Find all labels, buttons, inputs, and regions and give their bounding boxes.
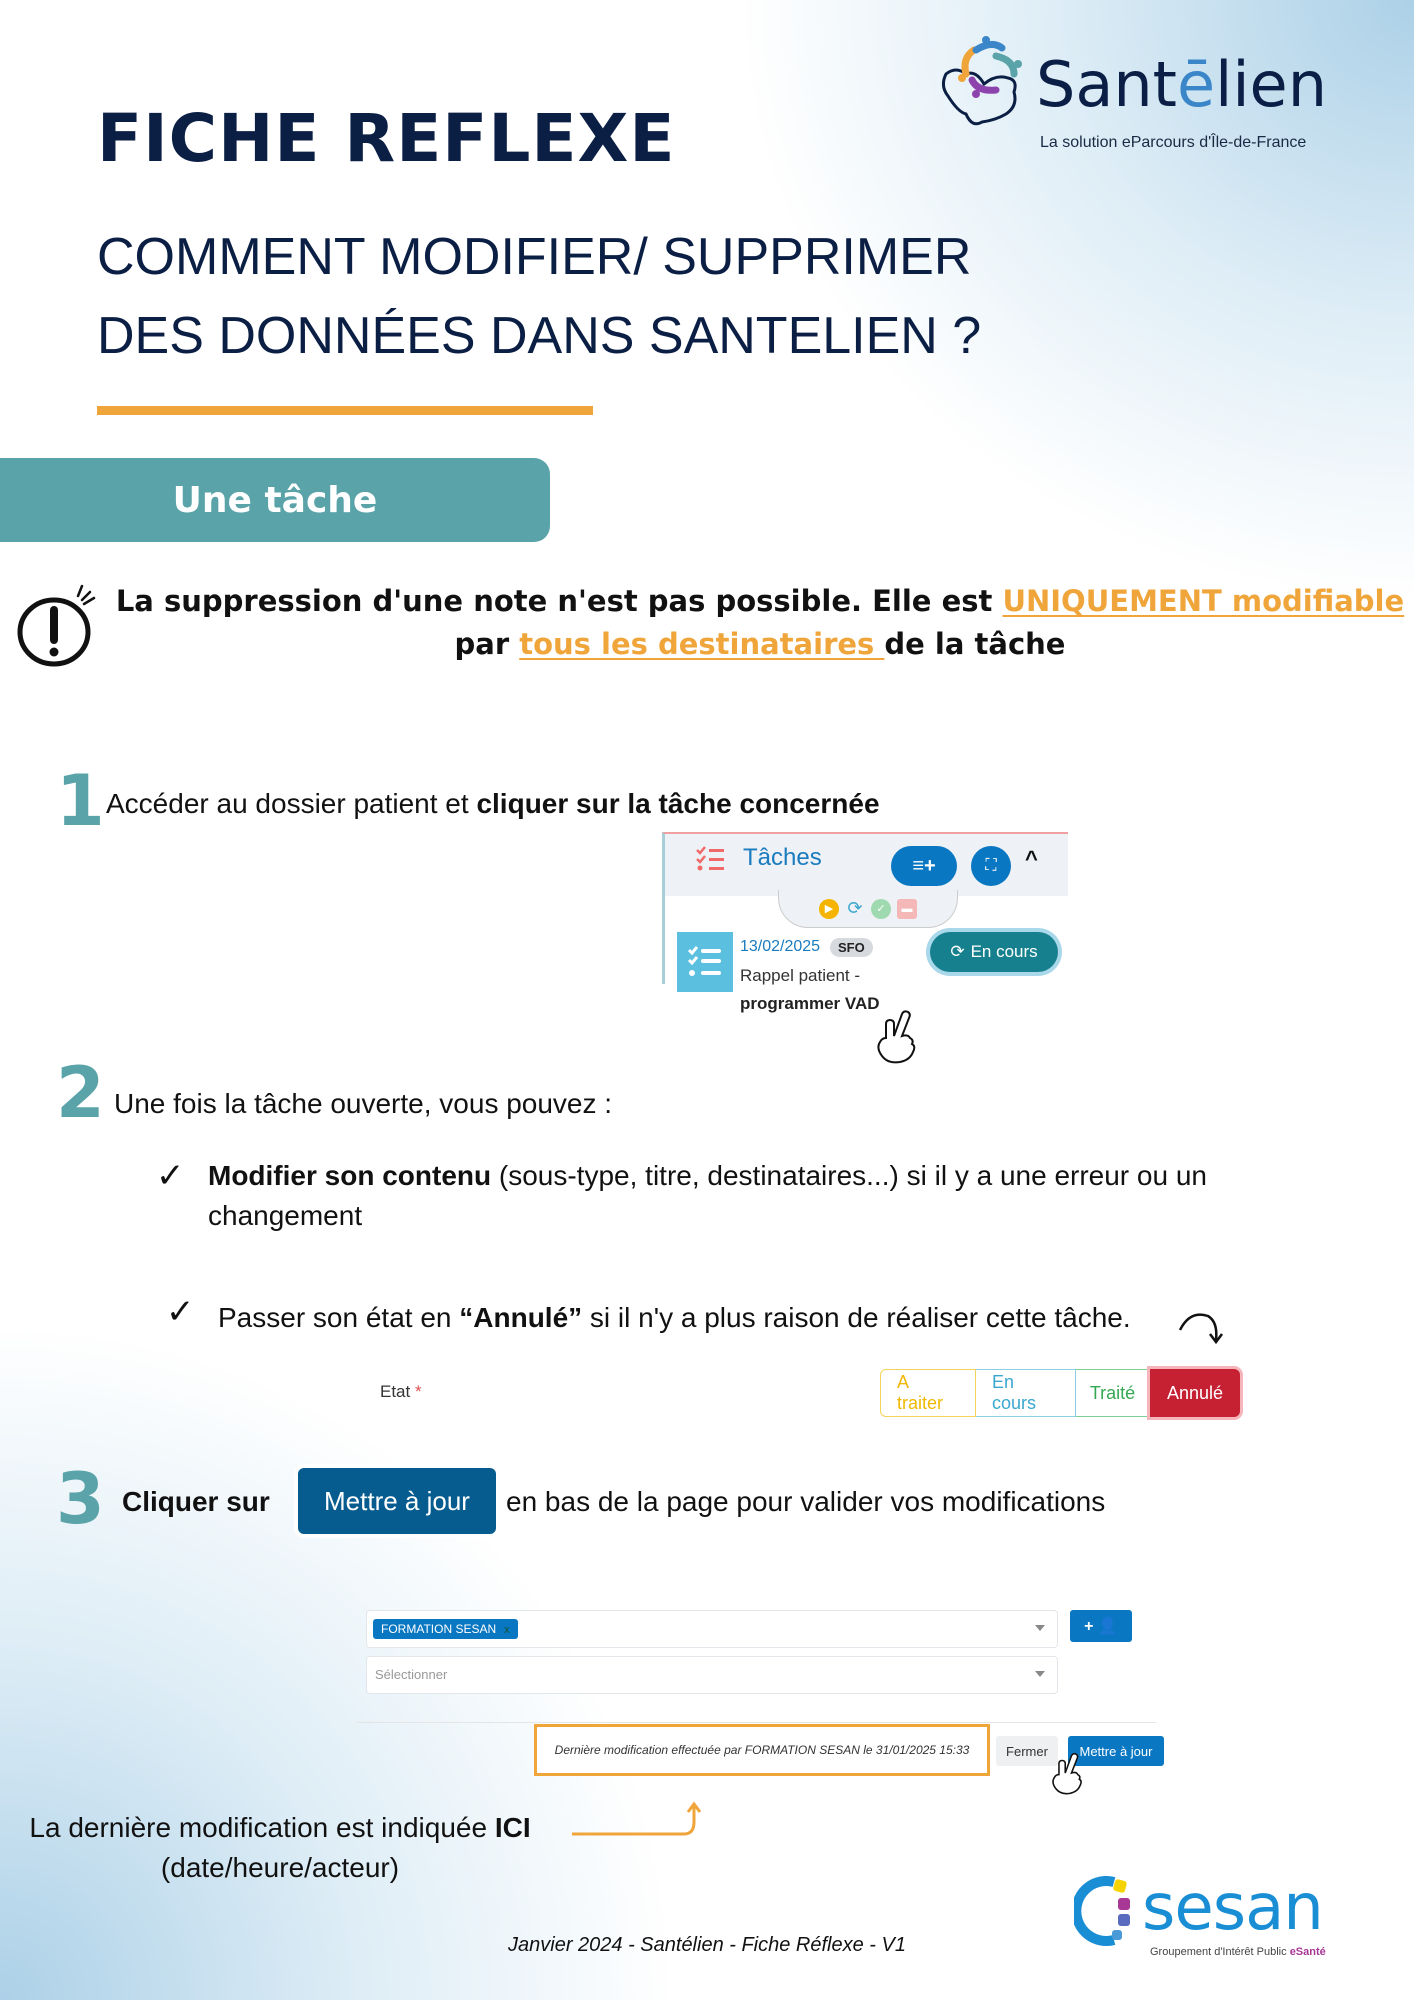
dropdown-arrow-icon [1035,1625,1045,1631]
etat-label: Etat * [380,1382,422,1401]
task-widget-border [662,896,665,984]
select-placeholder: Sélectionner [375,1667,448,1682]
etat-en-cours-button[interactable]: En cours [976,1369,1076,1417]
checklist-icon [687,945,723,979]
exclamation-icon [16,584,96,668]
task-author-badge: SFO [830,938,873,957]
update-button-illustration[interactable]: Mettre à jour [298,1468,496,1534]
secondary-select[interactable] [366,1656,1058,1694]
calendar-filter-icon[interactable]: ▬ [897,899,917,919]
highlight-tous-destinataires: tous les destinataires [519,627,885,661]
etat-traite-button[interactable]: Traité [1076,1369,1150,1417]
refresh-icon: ⟳ [950,942,965,961]
recipient-chip: FORMATION SESAN x [373,1619,518,1639]
step-3-text: en bas de la page pour valider vos modifications [506,1486,1106,1517]
title-underline-divider [97,406,593,415]
task-date: 13/02/2025 [740,938,821,955]
section-header-task [0,458,550,542]
page-subtitle [97,218,981,376]
sesan-wordmark: sesan [1142,1871,1323,1945]
step-2-number: 2 [56,1052,105,1134]
task-widget-title: Tâches [743,844,822,871]
update-button[interactable]: Mettre à jour [1068,1736,1164,1766]
santelien-logo-mark-icon [936,34,1026,134]
task-status-badge[interactable]: ⟳ En cours [930,932,1058,972]
collapse-chevron-icon[interactable]: ^ [1025,846,1038,871]
checkmark-icon: ✓ [156,1157,185,1195]
step-1-number: 1 [56,760,105,842]
warning-message: La suppression d'une note n'est pas possible. Elle est UNIQUEMENT modifiable par tous les destinataires de la tâche [115,584,1405,661]
task-title-line-1[interactable]: Rappel patient - [740,966,861,985]
check-filter-icon[interactable]: ✓ [871,899,891,919]
pointer-hand-icon [872,1008,918,1064]
task-widget-screenshot [662,832,1068,1022]
subtitle-line-1: COMMENT MODIFIER/ SUPPRIMER [97,228,972,286]
task-item-icon[interactable] [677,932,733,992]
santelien-logo [936,34,1346,164]
task-list-icon [695,846,725,872]
dropdown-arrow-icon [1035,1671,1045,1677]
etat-annule-button[interactable]: Annulé [1150,1369,1240,1417]
step-2-text: Une fois la tâche ouverte, vous pouvez : [114,1088,613,1119]
add-task-button[interactable]: ≡+ [891,846,957,886]
subtitle-line-2: DES DONNÉES DANS SANTELIEN ? [97,307,982,365]
play-filter-icon[interactable]: ▶ [819,899,839,919]
last-modification-info [534,1724,990,1776]
santelien-tagline: La solution eParcours d'Île-de-France [1040,134,1307,151]
last-modification-note: La dernière modification est indiquée ICI (date/heure/acteur) [29,1812,531,1883]
highlight-uniquement-modifiable: UNIQUEMENT modifiable [1002,584,1405,618]
step-1-text: Accéder au dossier patient et cliquer sur la tâche concernée [106,788,880,819]
check-item-cancel-state: Passer son état en “Annulé” si il n'y a plus raison de réaliser cette tâche. [218,1302,1131,1333]
remove-chip-icon[interactable]: x [504,1624,510,1636]
task-title-line-2[interactable]: programmer VAD [740,994,880,1013]
task-status-filters [778,890,958,928]
recipients-select[interactable] [366,1610,1058,1648]
add-user-button[interactable]: + 👤 [1070,1610,1132,1642]
section-label: Une tâche [172,479,378,521]
close-button[interactable]: Fermer [996,1736,1058,1766]
etat-button-group [880,1369,1240,1417]
footer-text: Janvier 2024 - Santélien - Fiche Réflexe - V1 [508,1934,906,1956]
check-item-modify-content: Modifier son contenu (sous-type, titre, destinataires...) si il y a une erreur ou un changement [208,1160,1207,1231]
checkmark-icon: ✓ [166,1293,195,1331]
page-title: FICHE REFLEXE [97,100,676,177]
fullscreen-button[interactable] [971,846,1011,886]
refresh-filter-icon[interactable]: ⟳ [847,898,863,918]
step-3-text-bold: Cliquer sur [122,1486,270,1517]
sesan-tagline: Groupement d'Intérêt Public eSanté [1150,1946,1326,1958]
form-divider [356,1722,1156,1723]
etat-a-traiter-button[interactable]: A traiter [880,1369,976,1417]
fullscreen-icon: ⛶ [985,857,997,874]
pointer-hand-icon [1048,1750,1084,1796]
santelien-wordmark: Santēlien [1036,48,1327,121]
orange-arrow-icon [572,1800,702,1840]
curved-arrow-down-icon [1176,1308,1224,1348]
task-widget-header [662,832,1068,896]
step-3-number: 3 [56,1458,105,1540]
last-modification-text: Dernière modification effectuée par FORMATION SESAN le 31/01/2025 15:33 [554,1743,970,1757]
